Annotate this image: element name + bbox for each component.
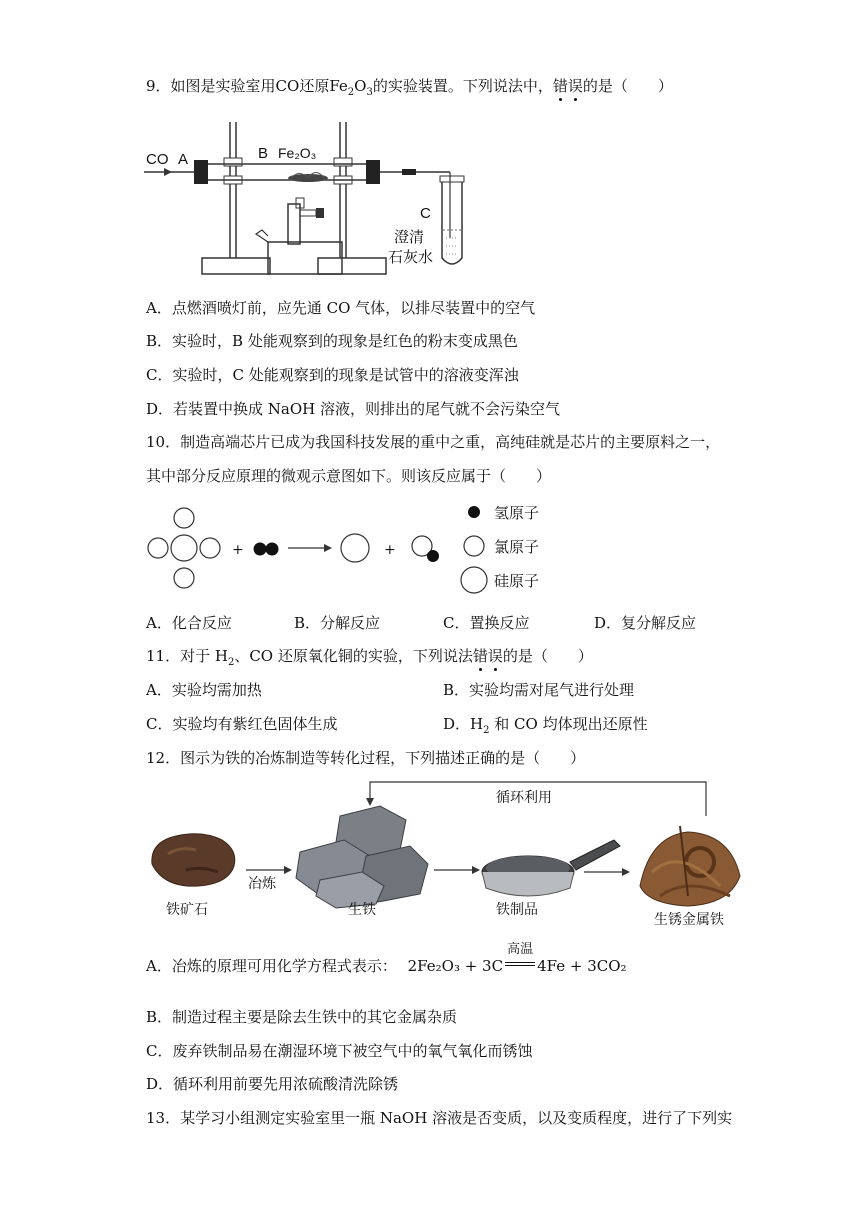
q11-option-a: A．实验均需加热 (146, 681, 262, 699)
q11-option-b: B．实验均需对尾气进行处理 (443, 681, 635, 699)
emphasis-char: 错 (552, 77, 568, 95)
emphasis-char: 错 (472, 647, 488, 665)
q10-option-d: D．复分解反应 (594, 614, 697, 632)
iron-product-label: 铁制品 (496, 902, 538, 918)
legend-silicon: 硅原子 (494, 572, 540, 590)
q11-option-d: D．$H_2$ 和 CO 均体现出还原性 (443, 715, 648, 736)
q12-option-d: D．循环利用前要先用浓硫酸清洗除锈 (146, 1075, 399, 1093)
frying-pan-image (482, 840, 620, 896)
co-reduction-apparatus-figure (140, 118, 480, 280)
iron-smelting-cycle-figure (140, 776, 750, 932)
reaction-condition: 高温 (507, 942, 534, 957)
equation-arrow (503, 942, 537, 976)
q11-stem: 11．对于 $H_2$、CO 还原氧化铜的实验，下列说法错误的是（ ） (146, 647, 593, 668)
chemical-equation: 2Fe₂O₃ + 3C 高温 4Fe + 3CO₂ (407, 942, 627, 975)
pig-iron-label: 生铁 (348, 902, 376, 918)
silicon-reaction-micro-diagram (144, 506, 544, 604)
q10-option-a: A．化合反应 (146, 614, 232, 632)
co-label: CO (146, 151, 169, 168)
q12-option-b: B．制造过程主要是除去生铁中的其它金属杂质 (146, 1008, 458, 1026)
fe2o3-label: Fe₂O₃ (278, 145, 317, 161)
recycle-label: 循环利用 (496, 790, 552, 806)
b-label: B (258, 145, 269, 162)
pig-iron-image (296, 806, 428, 908)
plus-sign: + (232, 542, 244, 558)
plus-sign: + (384, 542, 396, 558)
q9-option-a: A．点燃酒喷灯前，应先通 CO 气体，以排尽装置中的空气 (146, 299, 536, 317)
emphasis-char: 误 (487, 647, 503, 665)
legend-chlorine: 氯原子 (494, 538, 540, 556)
q9-stem: 9．如图是实验室用CO还原$Fe_2O_3$的实验装置。下列说法中，错误的是（ ） (146, 77, 673, 98)
emphasis-char: 误 (567, 77, 583, 95)
q10-option-c: C．置换反应 (443, 614, 530, 632)
q9-option-c: C．实验时，C 处能观察到的现象是试管中的溶液变浑浊 (146, 366, 519, 384)
hydrogen-legend-symbol (468, 506, 480, 518)
limewater-label-1: 澄清 (394, 228, 425, 246)
smelt-label: 冶炼 (248, 876, 276, 892)
q9-option-b: B．实验时，B 处能观察到的现象是红色的粉末变成黑色 (146, 332, 518, 350)
rusty-iron-image (640, 826, 740, 906)
c-label: C (420, 205, 431, 222)
q12-stem: 12．图示为铁的冶炼制造等转化过程，下列描述正确的是（ ） (146, 749, 586, 767)
q10-stem-line2: 其中部分反应原理的微观示意图如下。则该反应属于（ ） (146, 467, 552, 485)
chlorine-legend-symbol (464, 536, 484, 556)
q12-option-a: A．冶炼的原理可用化学方程式表示： 2Fe₂O₃ + 3C 高温 4Fe + 3CO₂ (146, 942, 627, 975)
silicon-legend-symbol (461, 567, 487, 593)
legend-hydrogen: 氢原子 (494, 506, 540, 522)
limewater-label-2: 石灰水 (388, 248, 434, 266)
q12-option-c: C．废弃铁制品易在潮湿环境下被空气中的氧气氧化而锈蚀 (146, 1042, 533, 1060)
rusty-iron-label: 生锈金属铁 (654, 912, 724, 928)
a-label: A (178, 151, 189, 168)
q10-stem-line1: 10．制造高端芯片已成为我国科技发展的重中之重，高纯硅就是芯片的主要原料之一， (146, 433, 721, 451)
q11-option-c: C．实验均有紫红色固体生成 (146, 715, 338, 733)
q13-stem: 13．某学习小组测定实验室里一瓶 NaOH 溶液是否变质，以及变质程度，进行了下列实 (146, 1109, 733, 1127)
iron-ore-label: 铁矿石 (166, 902, 208, 918)
q10-option-b: B．分解反应 (294, 614, 381, 632)
q9-option-d: D．若装置中换成 NaOH 溶液，则排出的尾气就不会污染空气 (146, 400, 561, 418)
